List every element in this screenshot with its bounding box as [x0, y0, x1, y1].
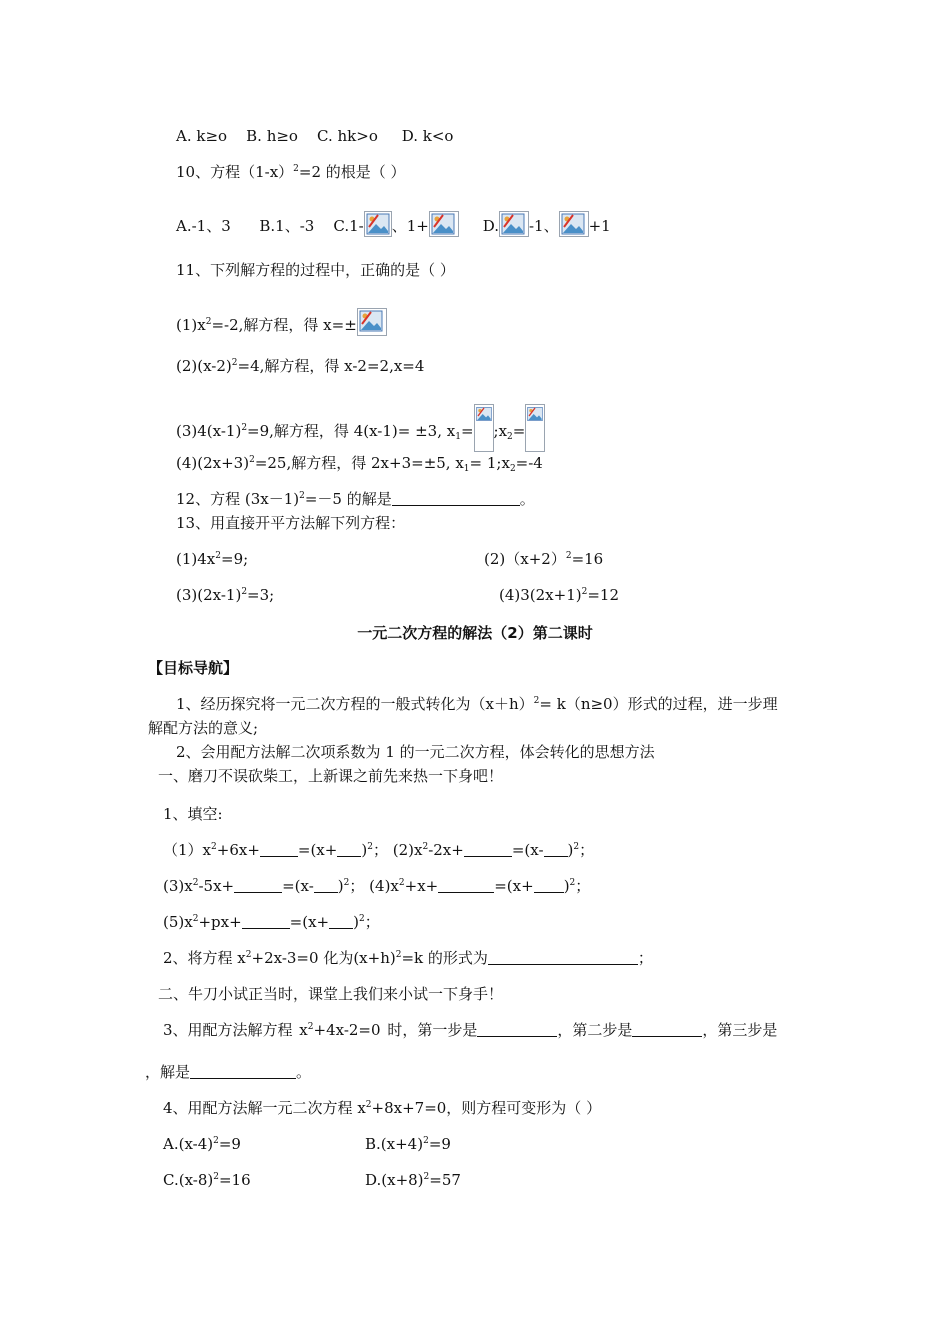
part2-q3 — [163, 1020, 777, 1040]
answer-blank[interactable] — [477, 1022, 557, 1037]
q4-option-b — [365, 1134, 451, 1154]
answer-blank[interactable] — [242, 914, 290, 929]
q12-text-end: 。 — [519, 490, 535, 508]
answer-blank[interactable] — [314, 878, 338, 893]
superscript: 2 — [367, 842, 373, 852]
superscript: 2 — [398, 878, 405, 888]
answer-blank[interactable] — [329, 914, 353, 929]
part1-heading: 一、磨刀不误砍柴工，上新课之前先来热一下身吧！ — [158, 767, 504, 785]
fill-text: =(x- — [282, 877, 314, 895]
superscript: 2 — [581, 587, 588, 597]
superscript: 2 — [192, 878, 199, 888]
q10-options — [176, 211, 611, 237]
part2-heading: 二、牛刀小试正当时，课堂上我们来小试一下身手！ — [158, 985, 504, 1003]
q4-option-a-text: A.(x-4) — [163, 1135, 214, 1153]
q11-o2-text: (2)(x-2) — [176, 357, 232, 375]
superscript: 2 — [423, 1136, 429, 1146]
subscript: 1 — [463, 464, 470, 474]
q13-part-3 — [176, 585, 274, 605]
superscript: 2 — [358, 914, 365, 924]
fill-text: ； — [579, 841, 595, 859]
broken-image-icon — [357, 308, 387, 336]
superscript: 2 — [213, 1136, 219, 1146]
fill-text: ) — [337, 877, 344, 895]
q10-stem-text: 10、方程（1-x） — [176, 163, 294, 181]
fill-text: ) — [353, 913, 359, 931]
fill-text: ) — [563, 877, 570, 895]
q10-stem — [176, 162, 406, 182]
superscript: 2 — [422, 842, 429, 852]
q9-option-a: A. k≥o — [176, 127, 228, 145]
q9-option-d: D. k<o — [401, 127, 454, 145]
q2-text-mid: +2x-3=0 化为(x+h) — [251, 949, 396, 967]
q13-p1-text-end: =9; — [221, 550, 249, 568]
answer-blank[interactable] — [190, 1064, 296, 1079]
answer-blank[interactable] — [488, 950, 638, 965]
fill-text: ； — [575, 877, 591, 895]
goals-heading: 【目标导航】 — [148, 659, 239, 677]
superscript: 2 — [245, 950, 252, 960]
subscript: 2 — [509, 464, 516, 474]
goal-1-text: 1、经历探究将一元二次方程的一般式转化为（x＋h） — [176, 695, 534, 713]
subscript: 2 — [507, 432, 513, 442]
q10-option-d-end: +1 — [588, 217, 611, 235]
fill-text: -2x+ — [428, 841, 464, 859]
superscript: 2 — [293, 164, 299, 174]
fill-text: +px+ — [198, 913, 242, 931]
fill-text: =(x+ — [289, 913, 330, 931]
q13-p2-text: (2)（x+2） — [484, 550, 566, 568]
q3-text-a: +4x-2=0 时，第一步是 — [313, 1021, 478, 1039]
q2-text: 2、将方程 x — [163, 949, 246, 967]
superscript: 2 — [241, 587, 248, 597]
fill-text: (5)x — [163, 913, 193, 931]
q4-text-end: +8x+7=0，则方程可变形为（ ） — [371, 1099, 602, 1117]
part1-q2 — [163, 948, 653, 968]
fill-row-2 — [163, 876, 590, 896]
q11-stem: 11、下列解方程的过程中，正确的是（ ） — [176, 261, 455, 279]
superscript: 2 — [241, 423, 248, 433]
superscript: 2 — [423, 1172, 430, 1182]
q13-p3-text: (3)(2x-1) — [176, 586, 242, 604]
superscript: 2 — [573, 842, 580, 852]
fill-text: (3)x — [163, 877, 193, 895]
fill-text: ) — [361, 841, 368, 859]
superscript: 2 — [192, 914, 199, 924]
q13-p3-text-end: =3; — [247, 586, 275, 604]
superscript: 2 — [343, 878, 350, 888]
q12-text: 12、方程 (3x－1) — [176, 490, 300, 508]
q4-text: 4、用配方法解一元二次方程 x — [163, 1099, 366, 1117]
fill-text: ； — [372, 841, 388, 859]
q11-o4-text-mid: =25,解方程，得 2x+3=±5, x — [254, 454, 464, 472]
answer-blank[interactable] — [534, 878, 564, 893]
q13-p4-text-end: =12 — [587, 586, 620, 604]
answer-blank[interactable] — [438, 878, 494, 893]
q9-option-b: B. h≥o — [246, 127, 298, 145]
fill-text: =(x+ — [494, 877, 534, 895]
superscript: 2 — [215, 551, 221, 561]
answer-blank[interactable] — [337, 842, 361, 857]
superscript: 2 — [365, 1100, 372, 1110]
q11-option-4 — [176, 453, 543, 473]
q4-option-d-end: =57 — [429, 1171, 461, 1189]
fill-text: ) — [567, 841, 574, 859]
subscript: 1 — [455, 432, 461, 442]
superscript: 2 — [211, 842, 217, 852]
broken-image-icon — [429, 211, 459, 237]
q13-part-1 — [176, 549, 248, 569]
answer-blank[interactable] — [464, 842, 512, 857]
q10-option-b: B.1、-3 — [259, 217, 315, 235]
q10-option-c-mid: 、1+ — [391, 217, 429, 235]
q11-option-1 — [176, 308, 387, 336]
q10-option-d-mid: -1、 — [528, 217, 559, 235]
q3-text-b: ，第二步是 — [557, 1021, 633, 1039]
q13-p1-text: (1)4x — [176, 550, 216, 568]
superscript: 2 — [205, 317, 212, 327]
fill-text: =(x- — [511, 841, 544, 859]
q3-text-d: ，解是 — [145, 1063, 191, 1081]
goal-1-text-end: = k（n≥0）形式的过程，进一步理 — [539, 695, 778, 713]
fill-row-1 — [163, 840, 594, 860]
part2-q4 — [163, 1098, 601, 1118]
broken-image-icon — [364, 211, 392, 237]
answer-blank[interactable] — [234, 878, 282, 893]
q13-part-4 — [499, 585, 619, 605]
answer-blank[interactable] — [260, 842, 298, 857]
fill-text: -5x+ — [198, 877, 235, 895]
q2-text-mid2: =k 的形式为 — [401, 949, 488, 967]
superscript: 2 — [249, 455, 255, 465]
q11-o3-eq2: = — [512, 422, 526, 440]
q11-option-3 — [176, 404, 545, 452]
answer-blank[interactable] — [544, 842, 568, 857]
superscript: 2 — [533, 696, 540, 706]
fill-row-3 — [163, 912, 380, 932]
q3-text-c: ，第三步是 — [702, 1021, 778, 1039]
q11-o4-eq1: = 1;x — [469, 454, 510, 472]
q10-stem-text-end: =2 的根是（ ） — [298, 163, 406, 181]
q4-option-a — [163, 1134, 241, 1154]
q12 — [176, 489, 535, 509]
answer-blank[interactable] — [392, 491, 520, 506]
q11-o2-text-end: =4,解方程，得 x-2=2,x=4 — [237, 357, 425, 375]
goal-1 — [176, 694, 778, 714]
superscript: 2 — [569, 878, 576, 888]
superscript: 2 — [307, 1022, 314, 1032]
fill-text: (2)x — [392, 841, 423, 859]
part2-q3-continued — [145, 1062, 311, 1082]
superscript: 2 — [395, 950, 402, 960]
broken-image-icon — [499, 211, 529, 237]
q10-option-a: A.-1、3 — [176, 217, 231, 235]
fill-text: (4)x — [369, 877, 399, 895]
q4-option-d-text: D.(x+8) — [365, 1171, 424, 1189]
q11-o1-text: (1)x — [176, 316, 206, 334]
broken-image-icon — [474, 404, 494, 452]
q11-o3-sep: ;x — [493, 422, 508, 440]
q4-option-c-text: C.(x-8) — [163, 1171, 214, 1189]
fill-text: +6x+ — [216, 841, 260, 859]
q11-o3-text: (3)4(x-1) — [176, 422, 242, 440]
superscript: 2 — [565, 551, 572, 561]
q13-stem: 13、用直接开平方法解下列方程： — [176, 514, 406, 532]
goal-2: 2、会用配方法解二次项系数为 1 的一元二次方程，体会转化的思想方法 — [176, 743, 655, 761]
goal-1-continued: 解配方法的意义; — [148, 719, 259, 737]
q4-option-d — [365, 1170, 461, 1190]
q4-option-c-end: =16 — [218, 1171, 251, 1189]
q11-o1-text-end: =-2,解方程，得 x=± — [211, 316, 357, 334]
q4-option-a-end: =9 — [218, 1135, 241, 1153]
broken-image-icon — [559, 211, 589, 237]
q10-option-d: D. — [482, 217, 499, 235]
q13-part-2 — [484, 549, 603, 569]
fill-text: ； — [349, 877, 365, 895]
q4-option-b-text: B.(x+4) — [365, 1135, 424, 1153]
q11-option-2 — [176, 356, 424, 376]
fill-heading: 1、填空: — [163, 805, 223, 823]
superscript: 2 — [231, 358, 238, 368]
fill-text: （1）x — [163, 841, 212, 859]
q11-o3-text-mid: =9,解方程，得 4(x-1)= ±3, x — [247, 422, 456, 440]
fill-text: ； — [364, 913, 380, 931]
superscript: 2 — [213, 1172, 219, 1182]
fill-text: +x+ — [404, 877, 439, 895]
section-title: 一元二次方程的解法（2）第二课时 — [357, 624, 593, 642]
superscript: 2 — [299, 491, 305, 501]
fill-text: =(x+ — [297, 841, 338, 859]
q13-p4-text: (4)3(2x+1) — [499, 586, 582, 604]
q13-p2-text-end: =16 — [571, 550, 604, 568]
q2-text-end: ； — [637, 949, 653, 967]
q11-o3-eq1: = — [460, 422, 474, 440]
q4-option-c — [163, 1170, 251, 1190]
q12-text-mid: =－5 的解是 — [304, 490, 392, 508]
q3-text: 3、用配方法解方程 x — [163, 1021, 308, 1039]
q9-option-c: C. hk>o — [317, 127, 378, 145]
q9-options — [176, 126, 453, 146]
answer-blank[interactable] — [632, 1022, 702, 1037]
q11-o4-text: (4)(2x+3) — [176, 454, 250, 472]
q10-option-c: C.1- — [333, 217, 364, 235]
q3-text-end: 。 — [296, 1063, 312, 1081]
q11-o4-eq2: =-4 — [515, 454, 543, 472]
broken-image-icon — [525, 404, 545, 452]
q4-option-b-end: =9 — [428, 1135, 451, 1153]
